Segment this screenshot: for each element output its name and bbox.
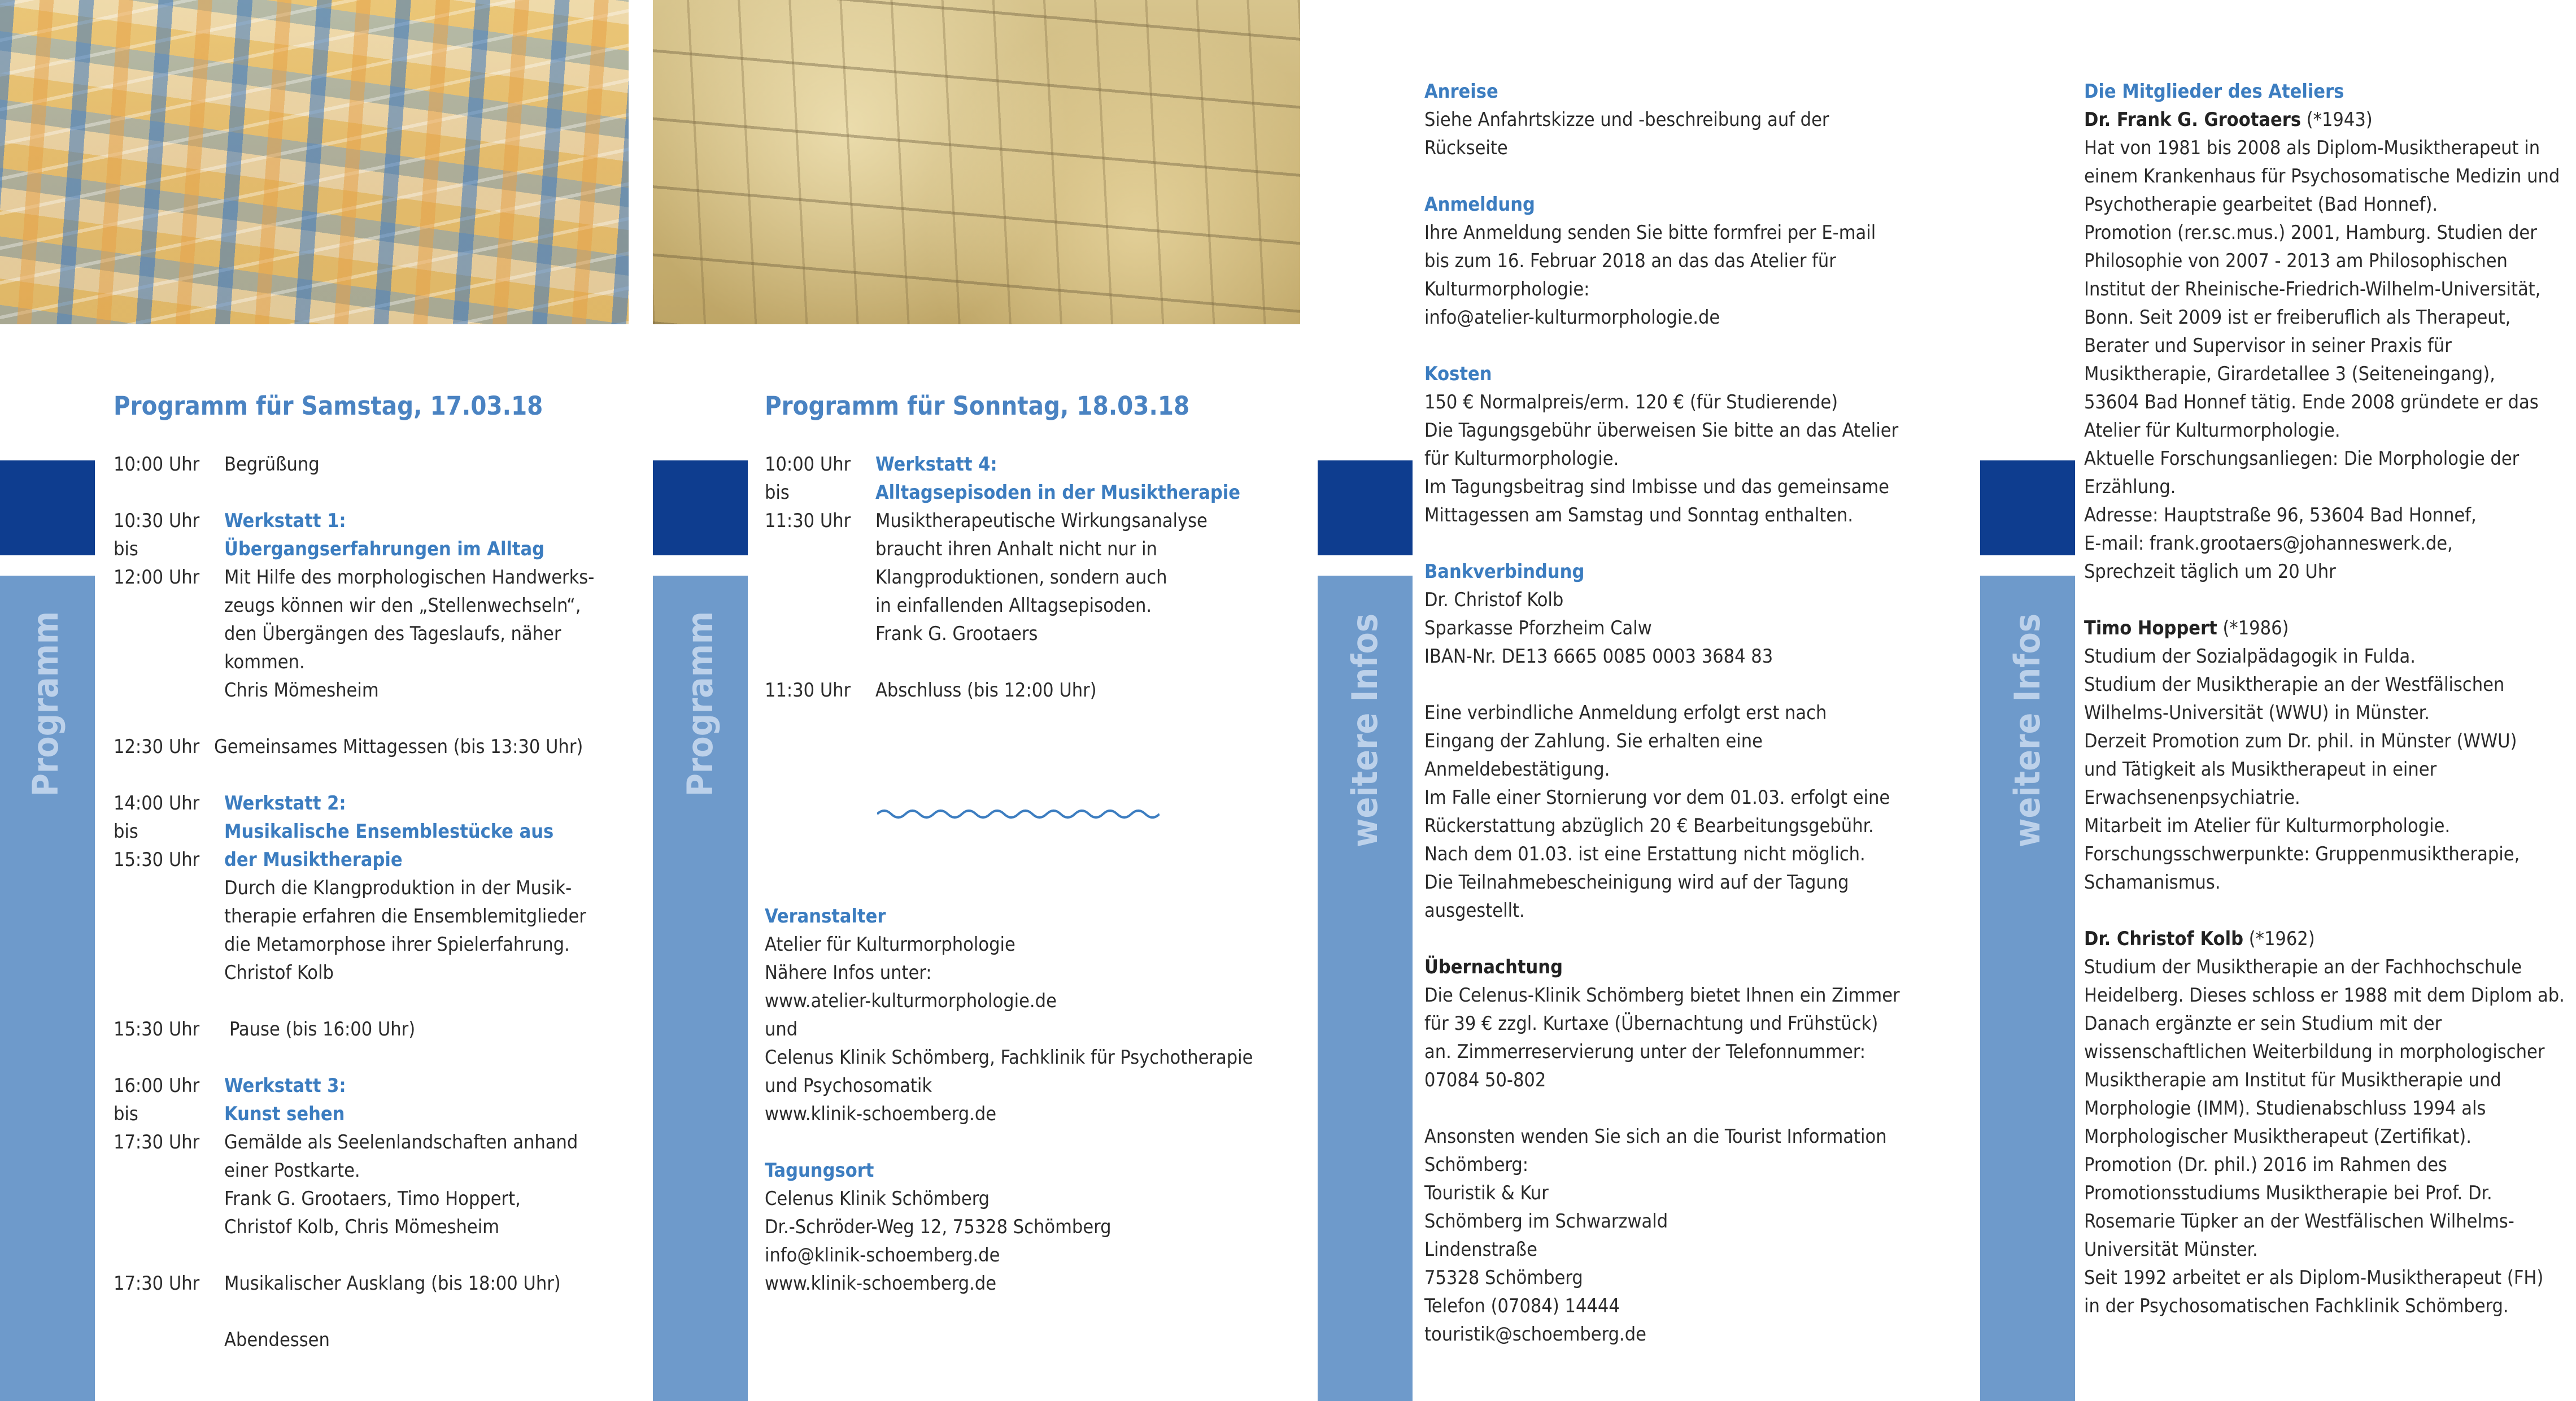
- arrival-heading: Anreise: [1424, 80, 1498, 103]
- text-line: Promotionsstudiums Musiktherapie bei Prof. Dr.: [2084, 1182, 2492, 1204]
- painting-image: [0, 0, 629, 324]
- text-line: Danach ergänzte er sein Studium mit der: [2084, 1012, 2442, 1035]
- text-line: Rückerstattung abzüglich 20 € Bearbeitungsgebühr.: [1424, 815, 1874, 837]
- text-line: Die Teilnahmebescheinigung wird auf der Tagung: [1424, 871, 1849, 894]
- workshop-subtitle: Musikalische Ensemblestücke aus: [224, 820, 554, 843]
- workshop-title: Werkstatt 3:: [224, 1074, 346, 1097]
- text-line: und Psychosomatik: [765, 1074, 932, 1097]
- desc: braucht ihren Anhalt nicht nur in: [875, 538, 1158, 560]
- info-column: [1424, 77, 1900, 1348]
- text-line: Bonn. Seit 2009 ist er freiberuflich als Therapeut,: [2084, 306, 2511, 329]
- text-line: Rosemarie Tüpker an der Westfälischen Wilhelms-: [2084, 1210, 2514, 1233]
- desc: Gemälde als Seelenlandschaften anhand: [224, 1131, 578, 1154]
- text-line: Hat von 1981 bis 2008 als Diplom-Musiktherapeut in: [2084, 137, 2540, 159]
- text-line: Derzeit Promotion zum Dr. phil. in Münster (WWU): [2084, 730, 2517, 752]
- text-line: Nähere Infos unter:: [765, 961, 932, 984]
- text-line: Im Falle einer Stornierung vor dem 01.03. erfolgt eine: [1424, 786, 1890, 809]
- text-line: Studium der Musiktherapie an der Fachhochschule: [2084, 956, 2522, 978]
- text-line: Adresse: Hauptstraße 96, 53604 Bad Honnef,: [2084, 504, 2477, 527]
- wave-divider: [877, 806, 1160, 823]
- text-line: in der Psychosomatischen Fachklinik Schömberg.: [2084, 1295, 2509, 1317]
- workshop-title: Werkstatt 1:: [224, 510, 346, 532]
- text-line: Erzählung.: [2084, 476, 2176, 498]
- saturday-title: Programm für Samstag, 17.03.18: [114, 391, 543, 421]
- dark-block-3: [1318, 460, 1413, 555]
- text-line: Mittagessen am Samstag und Sonntag enthalten.: [1424, 504, 1854, 527]
- time: bis: [114, 820, 138, 843]
- time: 14:00 Uhr: [114, 792, 200, 815]
- presenter: Christof Kolb, Chris Mömesheim: [224, 1216, 500, 1238]
- time: 10:00 Uhr: [765, 453, 851, 476]
- item: Gemeinsames Mittagessen (bis 13:30 Uhr): [214, 736, 583, 758]
- text-line: Schömberg im Schwarzwald: [1424, 1210, 1668, 1233]
- text-line: Universität Münster.: [2084, 1238, 2258, 1261]
- text-line: Erwachsenenpsychiatrie.: [2084, 786, 2300, 809]
- item: Abschluss (bis 12:00 Uhr): [875, 679, 1097, 702]
- text-line: Celenus Klinik Schömberg, Fachklinik für Psychotherapie: [765, 1046, 1253, 1069]
- text-line: 53604 Bad Honnef tätig. Ende 2008 gründete er das: [2084, 391, 2539, 414]
- presenter: Chris Mömesheim: [224, 679, 379, 702]
- text-line: Im Tagungsbeitrag sind Imbisse und das gemeinsame: [1424, 476, 1889, 498]
- registration-heading: Anmeldung: [1424, 193, 1535, 216]
- time: bis: [114, 538, 138, 560]
- text-line: bis zum 16. Februar 2018 an das das Atelier für: [1424, 250, 1836, 272]
- text-line: wissenschaftlichen Weiterbildung in morphologischer: [2084, 1041, 2545, 1063]
- text-line: Rückseite: [1424, 137, 1508, 159]
- workshop-subtitle: der Musiktherapie: [224, 849, 403, 871]
- text-line: Morphologischer Musiktherapeut (Zertifikat).: [2084, 1125, 2472, 1148]
- bank-heading: Bankverbindung: [1424, 560, 1585, 583]
- text-line: einem Krankenhaus für Psychosomatische Medizin und: [2084, 165, 2560, 188]
- text-line: Dr.-Schröder-Weg 12, 75328 Schömberg: [765, 1216, 1112, 1238]
- organizer-block: [765, 902, 1253, 1298]
- text-line: für 39 € zzgl. Kurtaxe (Übernachtung und Frühstück): [1424, 1012, 1878, 1035]
- side-label-programm-1: Programm: [25, 611, 66, 797]
- text-line: Forschungsschwerpunkte: Gruppenmusiktherapie,: [2084, 843, 2520, 865]
- workshop-title: Werkstatt 4:: [875, 453, 997, 476]
- presenter: Frank G. Grootaers: [875, 623, 1038, 645]
- desc: die Metamorphose ihrer Spielerfahrung.: [224, 933, 570, 956]
- text-line: Seit 1992 arbeitet er als Diplom-Musiktherapeut (FH): [2084, 1267, 2544, 1289]
- time: 17:30 Uhr: [114, 1272, 200, 1295]
- desc: in einfallenden Alltagsepisoden.: [875, 594, 1152, 617]
- item: Begrüßung: [224, 453, 320, 476]
- workshop-subtitle: Kunst sehen: [224, 1103, 345, 1125]
- member-name: Dr. Christof Kolb: [2084, 928, 2243, 950]
- text-line: Touristik & Kur: [1424, 1182, 1549, 1204]
- presenter: Frank G. Grootaers, Timo Hoppert,: [224, 1187, 521, 1210]
- member-year: (*1986): [2217, 617, 2289, 639]
- text-line: Siehe Anfahrtskizze und -beschreibung auf der: [1424, 108, 1829, 131]
- text-line: Berater und Supervisor in seiner Praxis für: [2084, 334, 2452, 357]
- text-line: 75328 Schömberg: [1424, 1267, 1583, 1289]
- desc: Durch die Klangproduktion in der Musik-: [224, 877, 572, 899]
- text-line: Eingang der Zahlung. Sie erhalten eine: [1424, 730, 1763, 752]
- workshop-subtitle: Alltagsepisoden in der Musiktherapie: [875, 481, 1240, 504]
- text-line: Ihre Anmeldung senden Sie bitte formfrei per E-mail: [1424, 221, 1876, 244]
- text-line: Nach dem 01.03. ist eine Erstattung nicht möglich.: [1424, 843, 1865, 865]
- text-line: Heidelberg. Dieses schloss er 1988 mit dem Diplom ab.: [2084, 984, 2565, 1007]
- time: 12:30 Uhr: [114, 736, 200, 758]
- item: Pause (bis 16:00 Uhr): [229, 1018, 416, 1041]
- time: 15:30 Uhr: [114, 1018, 200, 1041]
- text-line: Celenus Klinik Schömberg: [765, 1187, 990, 1210]
- text-line: Atelier für Kulturmorphologie.: [2084, 419, 2340, 442]
- text-line: Philosophie von 2007 - 2013 am Philosophischen: [2084, 250, 2508, 272]
- time: 15:30 Uhr: [114, 849, 200, 871]
- member-year: (*1962): [2243, 928, 2315, 950]
- text-line: Promotion (Dr. phil.) 2016 im Rahmen des: [2084, 1154, 2447, 1176]
- costs-heading: Kosten: [1424, 363, 1492, 385]
- text-line: Atelier für Kulturmorphologie: [765, 933, 1015, 956]
- time: bis: [765, 481, 790, 504]
- text-line: 07084 50-802: [1424, 1069, 1546, 1091]
- side-label-infos-2: weitere Infos: [2007, 614, 2048, 847]
- workshop-subtitle: Übergangserfahrungen im Alltag: [224, 538, 545, 560]
- desc: Mit Hilfe des morphologischen Handwerks-: [224, 566, 595, 589]
- text-line: Wilhelms-Universität (WWU) in Münster.: [2084, 702, 2430, 724]
- time: 11:30 Uhr: [765, 679, 851, 702]
- time: 16:00 Uhr: [114, 1074, 200, 1097]
- text-line: Institut der Rheinische-Friedrich-Wilhelm-Universität,: [2084, 278, 2541, 301]
- text-line: Promotion (rer.sc.mus.) 2001, Hamburg. Studien der: [2084, 221, 2537, 244]
- dark-block-2: [653, 460, 748, 555]
- text-line: ausgestellt.: [1424, 899, 1525, 922]
- text-line: für Kulturmorphologie.: [1424, 447, 1619, 470]
- text-line: Psychotherapie gearbeitet (Bad Honnef).: [2084, 193, 2438, 216]
- item: Abendessen: [224, 1329, 330, 1351]
- side-label-infos-1: weitere Infos: [1344, 614, 1385, 847]
- accommodation-heading: Übernachtung: [1424, 956, 1563, 978]
- text-line: Musiktherapie, Girardetallee 3 (Seiteneingang),: [2084, 363, 2495, 385]
- text-line: Anmeldebestätigung.: [1424, 758, 1610, 781]
- text-line: Sparkasse Pforzheim Calw: [1424, 617, 1652, 639]
- side-label-programm-2: Programm: [679, 611, 721, 797]
- time: 17:30 Uhr: [114, 1131, 200, 1154]
- dark-block-4: [1980, 460, 2075, 555]
- text-line: Studium der Musiktherapie an der Westfälischen: [2084, 673, 2505, 696]
- desc: therapie erfahren die Ensemblemitglieder: [224, 905, 586, 928]
- text-line: info@atelier-kulturmorphologie.de: [1424, 306, 1720, 329]
- desc: den Übergängen des Tageslaufs, näher: [224, 623, 561, 645]
- text-line: IBAN-Nr. DE13 6665 0085 0003 3684 83: [1424, 645, 1773, 668]
- text-line: 150 € Normalpreis/erm. 120 € (für Studierende): [1424, 391, 1838, 414]
- text-line: touristik@schoemberg.de: [1424, 1323, 1646, 1346]
- desc: kommen.: [224, 651, 305, 673]
- text-line: Mitarbeit im Atelier für Kulturmorphologie.: [2084, 815, 2451, 837]
- member-year: (*1943): [2301, 108, 2373, 131]
- text-line: Dr. Christof Kolb: [1424, 589, 1564, 611]
- text-line: Aktuelle Forschungsanliegen: Die Morphologie der: [2084, 447, 2520, 470]
- text-line: Sprechzeit täglich um 20 Uhr: [2084, 560, 2336, 583]
- text-line: Die Celenus-Klinik Schömberg bietet Ihnen ein Zimmer: [1424, 984, 1900, 1007]
- members-heading: Die Mitglieder des Ateliers: [2084, 80, 2344, 103]
- presenter: Christof Kolb: [224, 961, 334, 984]
- time: 10:30 Uhr: [114, 510, 200, 532]
- text-line: Lindenstraße: [1424, 1238, 1537, 1261]
- item: Musikalischer Ausklang (bis 18:00 Uhr): [224, 1272, 561, 1295]
- text-line: Morphologie (IMM). Studienabschluss 1994 als: [2084, 1097, 2486, 1120]
- text-line: Schömberg:: [1424, 1154, 1529, 1176]
- text-line: Eine verbindliche Anmeldung erfolgt erst nach: [1424, 702, 1827, 724]
- text-line: Musiktherapie am Institut für Musiktherapie und: [2084, 1069, 2501, 1091]
- time: 10:00 Uhr: [114, 453, 200, 476]
- desc: einer Postkarte.: [224, 1159, 360, 1182]
- text-line: Die Tagungsgebühr überweisen Sie bitte an das Atelier: [1424, 419, 1899, 442]
- text-line: www.klinik-schoemberg.de: [765, 1272, 997, 1295]
- text-line: Ansonsten wenden Sie sich an die Tourist Information: [1424, 1125, 1887, 1148]
- sunday-title: Programm für Sonntag, 18.03.18: [765, 391, 1190, 421]
- desc: zeugs können wir den „Stellenwechseln“,: [224, 594, 581, 617]
- time: 11:30 Uhr: [765, 510, 851, 532]
- member-name: Dr. Frank G. Grootaers: [2084, 108, 2302, 131]
- desc: Klangproduktionen, sondern auch: [875, 566, 1167, 589]
- dark-block-1: [0, 460, 95, 555]
- text-line: Schamanismus.: [2084, 871, 2221, 894]
- text-line: Kulturmorphologie:: [1424, 278, 1590, 301]
- venue-heading: Tagungsort: [765, 1159, 874, 1182]
- time: bis: [114, 1103, 138, 1125]
- text-line: und Tätigkeit als Musiktherapeut in einer: [2084, 758, 2437, 781]
- members-column: [2084, 77, 2565, 1320]
- text-line: www.atelier-kulturmorphologie.de: [765, 990, 1057, 1012]
- text-line: E-mail: frank.grootaers@johanneswerk.de,: [2084, 532, 2453, 555]
- text-line: an. Zimmerreservierung unter der Telefonnummer:: [1424, 1041, 1866, 1063]
- workshop-title: Werkstatt 2:: [224, 792, 346, 815]
- text-line: und: [765, 1018, 798, 1041]
- text-line: info@klinik-schoemberg.de: [765, 1244, 1000, 1267]
- member-name: Timo Hoppert: [2084, 617, 2217, 639]
- desc: Musiktherapeutische Wirkungsanalyse: [875, 510, 1208, 532]
- text-line: Studium der Sozialpädagogik in Fulda.: [2084, 645, 2416, 668]
- organizer-heading: Veranstalter: [765, 905, 886, 928]
- rock-photo: [653, 0, 1300, 324]
- text-line: Telefon (07084) 14444: [1424, 1295, 1620, 1317]
- text-line: www.klinik-schoemberg.de: [765, 1103, 997, 1125]
- time: 12:00 Uhr: [114, 566, 200, 589]
